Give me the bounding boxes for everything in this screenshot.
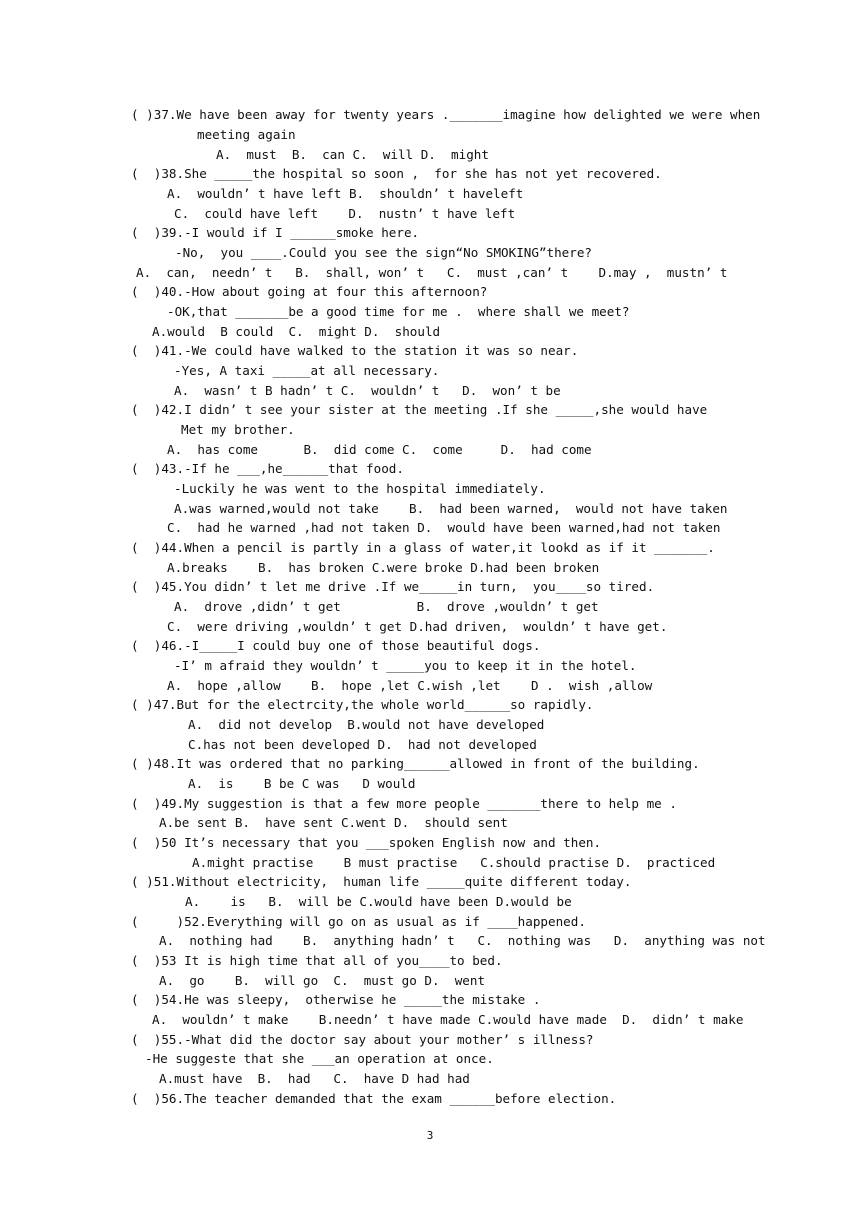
question-47-options-1: A. did not develop B.would not have developed xyxy=(188,717,545,732)
question-44-options: A.breaks B. has broken C.were broke D.had been broken xyxy=(167,560,600,575)
question-45: ( )45.You didn’ t let me drive .If we_____in turn, you____so tired. xyxy=(131,579,655,594)
question-48: ( )48.It was ordered that no parking______allowed in front of the building. xyxy=(131,756,700,771)
question-47-options-2: C.has not been developed D. had not developed xyxy=(188,737,537,752)
question-39: ( )39.-I would if I ______smoke here. xyxy=(131,225,420,240)
question-43: ( )43.-If he ___,he______that food. xyxy=(131,461,404,476)
question-54-options: A. wouldn’ t make B.needn’ t have made C.would have made D. didn’ t make xyxy=(152,1012,744,1027)
question-37-options: A. must B. can C. will D. might xyxy=(216,147,489,162)
question-40-options: A.would B could C. might D. should xyxy=(152,324,441,339)
question-55-cont: -He suggeste that she ___an operation at once. xyxy=(145,1051,494,1066)
question-38: ( )38.She _____the hospital so soon , for she has not yet recovered. xyxy=(131,166,662,181)
question-42: ( )42.I didn’ t see your sister at the meeting .If she _____,she would have xyxy=(131,402,708,417)
question-41-options: A. wasn’ t B hadn’ t C. wouldn’ t D. won’ t be xyxy=(174,383,561,398)
question-55-options: A.must have B. had C. have D had had xyxy=(159,1071,470,1086)
question-40: ( )40.-How about going at four this afternoon? xyxy=(131,284,488,299)
question-53-options: A. go B. will go C. must go D. went xyxy=(159,973,486,988)
question-49: ( )49.My suggestion is that a few more people _______there to help me . xyxy=(131,796,677,811)
question-54: ( )54.He was sleepy, otherwise he _____the mistake . xyxy=(131,992,541,1007)
question-43-options-1: A.was warned,would not take B. had been warned, would not have taken xyxy=(174,501,728,516)
question-49-options: A.be sent B. have sent C.went D. should sent xyxy=(159,815,508,830)
question-42-cont: Met my brother. xyxy=(181,422,295,437)
question-55: ( )55.-What did the doctor say about your mother’ s illness? xyxy=(131,1032,594,1047)
question-51-options: A. is B. will be C.would have been D.would be xyxy=(185,894,572,909)
question-45-options-1: A. drove ,didn’ t get B. drove ,wouldn’ t get xyxy=(174,599,599,614)
question-51: ( )51.Without electricity, human life _____quite different today. xyxy=(131,874,632,889)
question-46: ( )46.-I_____I could buy one of those beautiful dogs. xyxy=(131,638,541,653)
question-46-cont: -I’ m afraid they wouldn’ t _____you to keep it in the hotel. xyxy=(174,658,637,673)
question-50-options: A.might practise B must practise C.should practise D. practiced xyxy=(192,855,716,870)
question-38-options-1: A. wouldn’ t have left B. shouldn’ t haveleft xyxy=(167,186,524,201)
question-40-cont: -OK,that _______be a good time for me . where shall we meet? xyxy=(167,304,630,319)
question-39-cont: -No, you ____.Could you see the sign“No SMOKING”there? xyxy=(175,245,593,260)
question-48-options: A. is B be C was D would xyxy=(188,776,416,791)
question-52-options: A. nothing had B. anything hadn’ t C. nothing was D. anything was not xyxy=(159,933,766,948)
question-56: ( )56.The teacher demanded that the exam ______before election. xyxy=(131,1091,617,1106)
question-39-options: A. can, needn’ t B. shall, won’ t C. must ,can’ t D.may , mustn’ t xyxy=(136,265,728,280)
question-50: ( )50 It’s necessary that you ___spoken English now and then. xyxy=(131,835,602,850)
question-46-options: A. hope ,allow B. hope ,let C.wish ,let D . wish ,allow xyxy=(167,678,653,693)
question-38-options-2: C. could have left D. nustn’ t have left xyxy=(174,206,516,221)
question-45-options-2: C. were driving ,wouldn’ t get D.had driven, wouldn’ t have get. xyxy=(167,619,668,634)
question-47: ( )47.But for the electrcity,the whole world______so rapidly. xyxy=(131,697,594,712)
question-41: ( )41.-We could have walked to the station it was so near. xyxy=(131,343,579,358)
question-53: ( )53 It is high time that all of you____to bed. xyxy=(131,953,503,968)
page-number: 3 xyxy=(426,1129,434,1142)
question-37-cont: meeting again xyxy=(197,127,296,142)
question-41-cont: -Yes, A taxi _____at all necessary. xyxy=(174,363,440,378)
question-43-cont: -Luckily he was went to the hospital immediately. xyxy=(174,481,546,496)
question-43-options-2: C. had he warned ,had not taken D. would have been warned,had not taken xyxy=(167,520,721,535)
question-42-options: A. has come B. did come C. come D. had come xyxy=(167,442,592,457)
question-52: ( )52.Everything will go on as usual as if ____happened. xyxy=(131,914,586,929)
question-44: ( )44.When a pencil is partly in a glass of water,it lookd as if it _______. xyxy=(131,540,715,555)
question-37: ( )37.We have been away for twenty years ._______imagine how delighted we were when xyxy=(131,107,761,122)
